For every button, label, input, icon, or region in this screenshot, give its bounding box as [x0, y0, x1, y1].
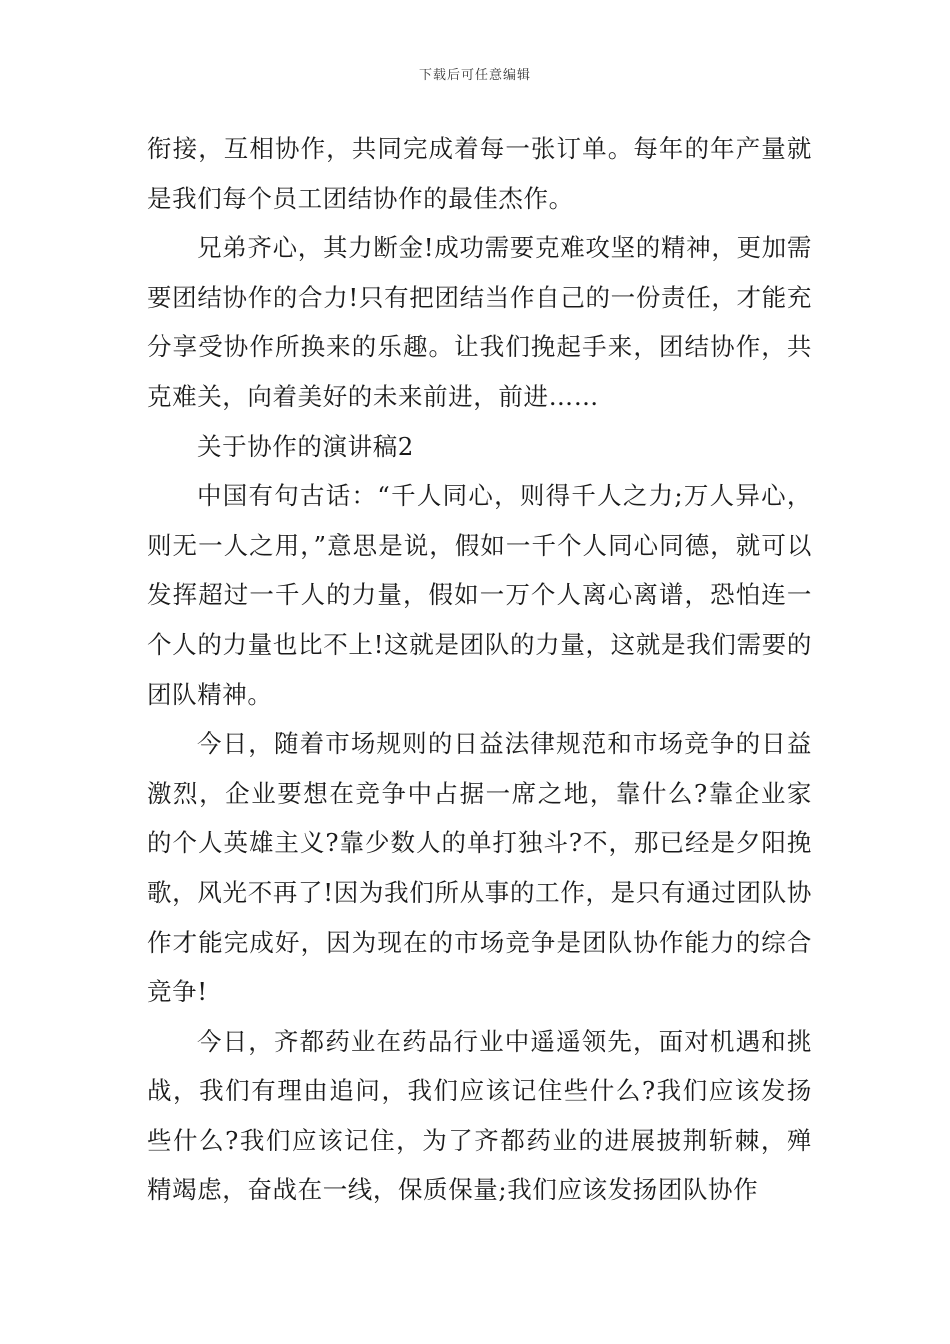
paragraph: 中国有句古话：“千人同心，则得千人之力;万人异心，则无一人之用，”意思是说，假如一千个人同心同德，就可以发挥超过一千人的力量，假如一万个人离心离谱，恐怕连一个人的力量也比不上!这就是团队的力量，这就是我们需要的团队精神。: [147, 481, 812, 709]
document-body: [147, 124, 812, 1215]
paragraph: 兄弟齐心，其力断金!成功需要克难攻坚的精神，更加需要团结协作的合力!只有把团结当作自己的一份责任，才能充分享受协作所换来的乐趣。让我们挽起手来，团结协作，共克难关，向着美好的未来前进，前进……: [147, 233, 812, 411]
section-heading: 关于协作的演讲稿2: [197, 431, 414, 461]
paragraph: 今日，随着市场规则的日益法律规范和市场竞争的日益激烈，企业要想在竞争中占据一席之地，靠什么?靠企业家的个人英雄主义?靠少数人的单打独斗?不，那已经是夕阳挽歌，风光不再了!因为我们所从事的工作，是只有通过团队协作才能完成好，因为现在的市场竞争是团队协作能力的综合竞争!: [147, 729, 812, 1007]
paragraph-continuation: 衔接，互相协作，共同完成着每一张订单。每年的年产量就是我们每个员工团结协作的最佳杰作。: [147, 134, 812, 213]
paragraph: 今日，齐都药业在药品行业中遥遥领先，面对机遇和挑战，我们有理由追问，我们应该记住些什么?我们应该发扬些什么?我们应该记住，为了齐都药业的进展披荆斩棘，殚精竭虑，奋战在一线，保质保量;我们应该发扬团队协作: [147, 1026, 812, 1205]
header-note: 下载后可任意编辑: [418, 68, 531, 83]
